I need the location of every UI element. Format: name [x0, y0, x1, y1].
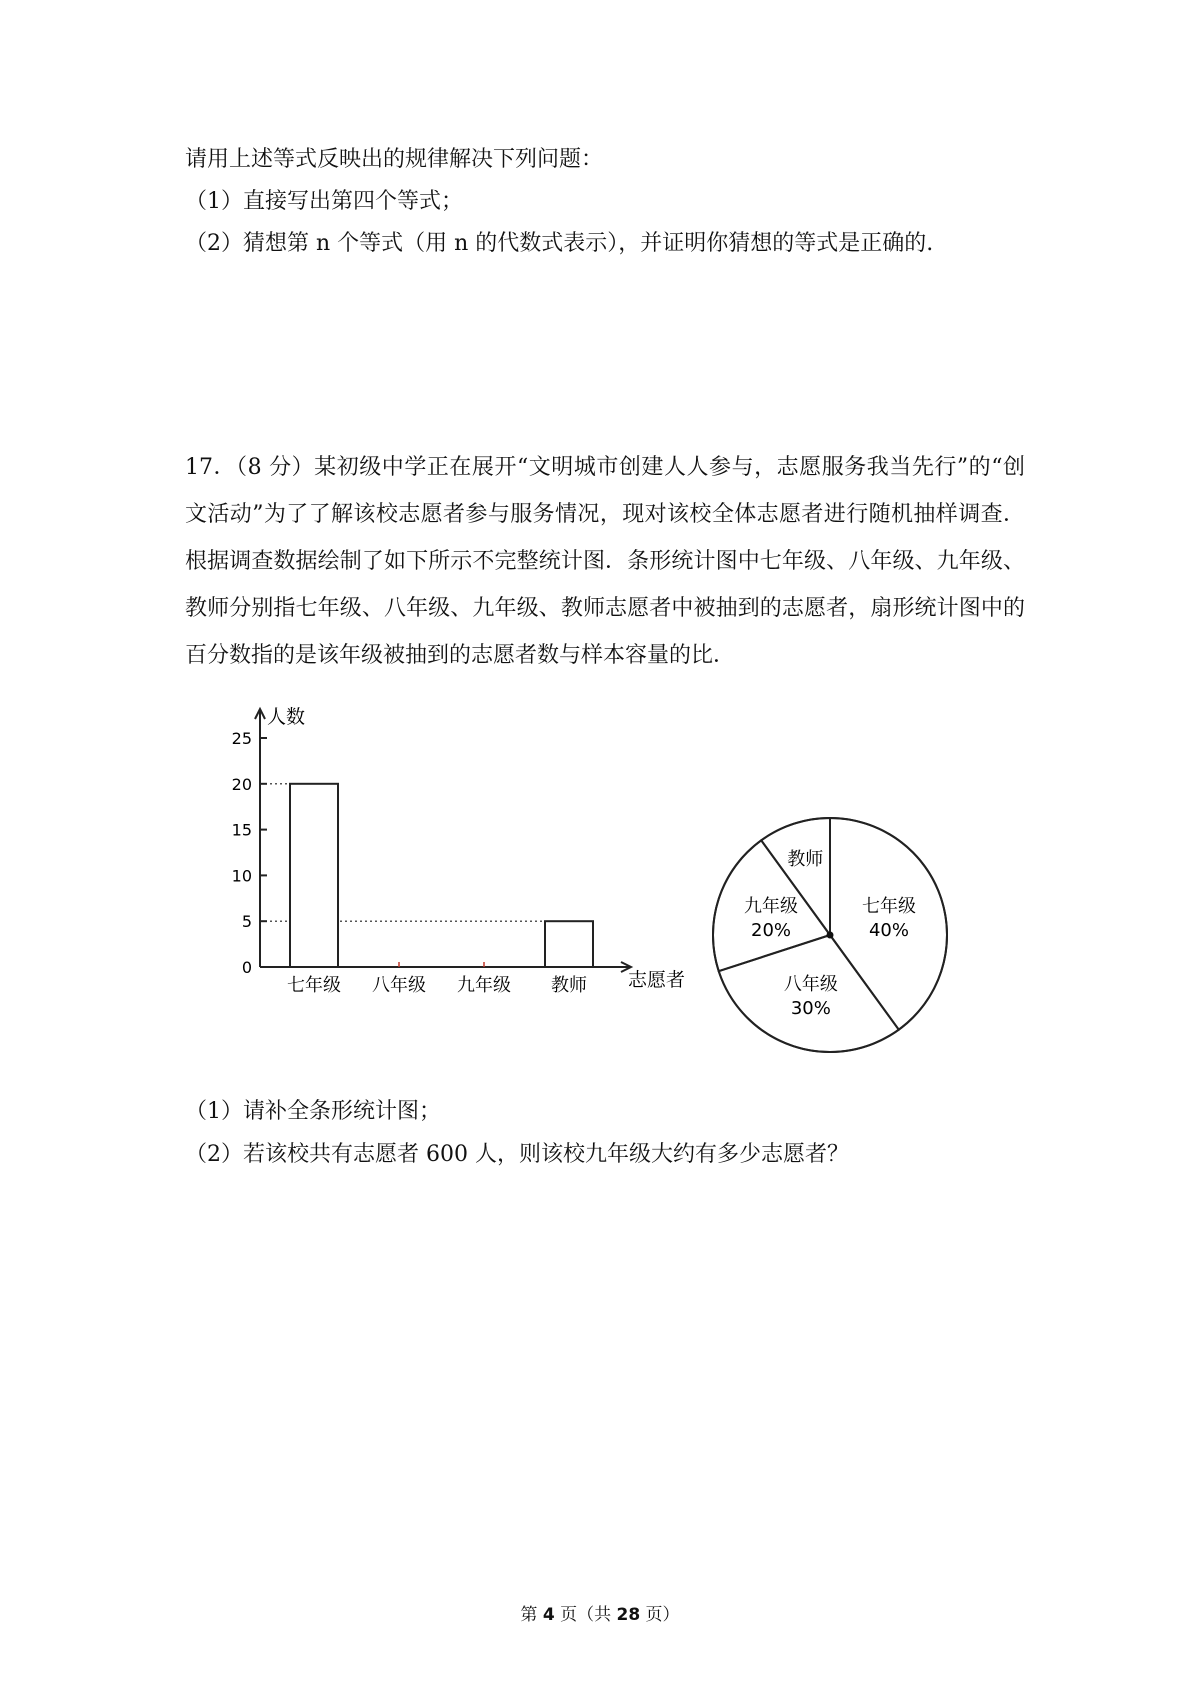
y-tick-label: 5	[241, 912, 252, 932]
bar-chart-x-axis-label: 志愿者	[628, 969, 686, 991]
x-tick-label: 八年级	[372, 975, 426, 996]
footer-page-number: 4	[542, 1605, 555, 1625]
bar-chart-y-axis-label: 人数	[267, 706, 306, 728]
x-tick-label: 教师	[551, 975, 587, 996]
footer-prefix: 第	[520, 1605, 543, 1625]
y-tick-label: 10	[231, 866, 252, 886]
bar-chart-x-labels	[287, 974, 587, 996]
page-footer	[0, 1600, 1200, 1625]
bar-chart-y-ticks	[232, 729, 267, 977]
pie-slice-label: 七年级	[861, 895, 916, 917]
y-tick-label: 0	[241, 958, 252, 977]
footer-middle: 页（共	[554, 1605, 617, 1625]
pie-slice-percent: 20%	[751, 919, 792, 941]
pie-chart	[710, 815, 950, 1055]
pie-slice-label: 教师	[787, 848, 824, 870]
y-tick-label: 15	[231, 820, 252, 840]
intro-question-1: （1）直接写出第四个等式；	[185, 189, 463, 214]
x-tick-label: 七年级	[287, 975, 341, 996]
pie-slice-label: 九年级	[744, 895, 799, 917]
intro-line-1: 请用上述等式反映出的规律解决下列问题：	[185, 147, 604, 172]
pie-slice-label: 八年级	[783, 973, 838, 995]
pie-slice-percent: 30%	[790, 997, 831, 1019]
problem-17-text: 17．（8 分）某初级中学正在展开“文明城市创建人人参与，志愿服务我当先行”的“创文活动”为了了解该校志愿者参与服务情况，现对该校全体志愿者进行随机抽样调查．根据调查数据绘制了如下所示不完整统计图．条形统计图中七年级、八年级、九年级、教师分别指七年级、八年级、九年级、教师志愿者中被抽到的志愿者，扇形统计图中的百分数指的是该年级被抽到的志愿者数与样本容量的比．	[185, 455, 1025, 668]
y-tick-label: 20	[231, 774, 252, 794]
pie-slice-percent: 40%	[868, 919, 909, 941]
bar-chart	[230, 705, 690, 1005]
bar-chart-bars	[290, 784, 593, 967]
bar-4	[545, 921, 593, 967]
y-tick-label: 25	[231, 729, 252, 748]
footer-suffix: 页）	[640, 1605, 680, 1625]
question-17-2: （2）若该校共有志愿者 600 人，则该校九年级大约有多少志愿者？	[185, 1142, 849, 1167]
pie-center-dot	[827, 932, 834, 939]
intro-question-2: （2）猜想第 n 个等式（用 n 的代数式表示），并证明你猜想的等式是正确的.	[185, 231, 934, 256]
question-17-1: （1）请补全条形统计图；	[185, 1099, 441, 1124]
bar-1	[290, 784, 338, 967]
x-tick-label: 九年级	[457, 975, 511, 996]
footer-total-pages: 28	[616, 1605, 641, 1625]
